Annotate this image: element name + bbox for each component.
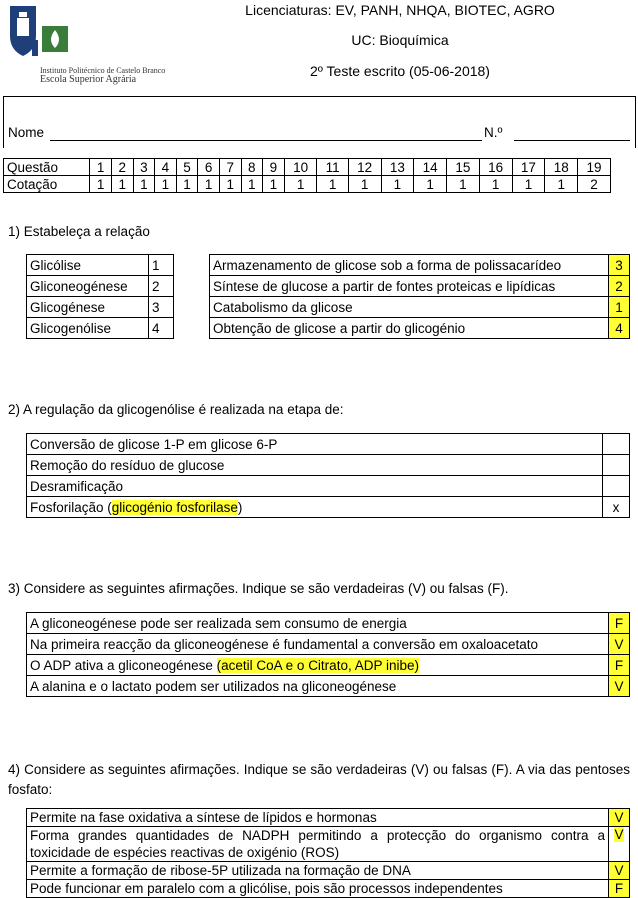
question-number: 4 — [155, 159, 177, 176]
option-text-end: ) — [237, 499, 243, 515]
statement: Pode funcionar em paralelo com a glicólise, pois são processos independentes — [27, 880, 609, 898]
match-answer[interactable]: 3 — [609, 255, 630, 276]
question-number: 19 — [578, 159, 611, 176]
school-name: Escola Superior Agrária — [40, 74, 137, 85]
answer-value: V — [614, 827, 624, 842]
question-number: 16 — [479, 159, 512, 176]
question-points: 1 — [241, 176, 263, 193]
question-number: 5 — [176, 159, 198, 176]
question-number: 18 — [545, 159, 578, 176]
statement: Permite a formação de ribose-5P utilizada na formação de DNA — [27, 862, 609, 880]
true-false-answer[interactable]: F — [609, 613, 630, 634]
definition: Obtenção de glicose a partir do glicogénio — [210, 318, 609, 339]
question-points: 1 — [219, 176, 241, 193]
match-answer[interactable]: 2 — [609, 276, 630, 297]
table-row — [210, 276, 630, 297]
question-points: 1 — [348, 176, 381, 193]
table-row — [27, 318, 174, 339]
question-number: 2 — [111, 159, 133, 176]
table-row — [210, 318, 630, 339]
table-row — [210, 255, 630, 276]
term-number: 3 — [149, 297, 174, 318]
name-label: Nome — [8, 125, 45, 140]
points-row — [4, 176, 611, 193]
score-table — [3, 158, 611, 193]
q3-statements-table — [26, 612, 630, 697]
question-points: 1 — [263, 176, 285, 193]
frame-right — [635, 96, 636, 148]
table-row — [27, 497, 630, 518]
question-number: 12 — [348, 159, 381, 176]
q1-definitions-table — [209, 254, 630, 339]
term-number: 4 — [149, 318, 174, 339]
frame-left — [3, 96, 4, 148]
statement: Forma grandes quantidades de NADPH permitindo a protecção do organismo contra a toxicidade de espécies reactivas de oxigénio (ROS) — [27, 827, 609, 862]
true-false-answer[interactable] — [609, 827, 630, 862]
term: Gliconeogénese — [27, 276, 149, 297]
institute-name: Instituto Politécnico de Castelo Branco — [40, 66, 166, 75]
question-points: 1 — [133, 176, 155, 193]
question-points: 1 — [479, 176, 512, 193]
definition: Catabolismo da glicose — [210, 297, 609, 318]
question-points: 1 — [414, 176, 447, 193]
option-mark[interactable] — [603, 476, 630, 497]
question-number: 9 — [263, 159, 285, 176]
question-number: 8 — [241, 159, 263, 176]
option-mark[interactable] — [603, 434, 630, 455]
option-text: Desramificação — [27, 476, 603, 497]
question-2-title: 2) A regulação da glicogenólise é realizada na etapa de: — [8, 402, 344, 417]
question-points: 1 — [155, 176, 177, 193]
degree-line: Licenciaturas: EV, PANH, NHQA, BIOTEC, AGRO — [245, 2, 555, 18]
statement-text: O ADP ativa a gliconeogénese — [30, 657, 217, 673]
match-answer[interactable]: 1 — [609, 297, 630, 318]
option-text-start: Fosforilação ( — [30, 499, 112, 515]
course-line: UC: Bioquímica — [351, 32, 449, 48]
table-row — [27, 255, 174, 276]
table-row — [27, 880, 630, 898]
true-false-answer[interactable]: F — [609, 880, 630, 898]
true-false-answer[interactable]: V — [609, 676, 630, 697]
q4-statements-table — [26, 808, 630, 898]
statement: A gliconeogénese pode ser realizada sem consumo de energia — [27, 613, 609, 634]
question-points: 1 — [545, 176, 578, 193]
true-false-answer[interactable]: V — [609, 809, 630, 827]
term-number: 1 — [149, 255, 174, 276]
question-number: 13 — [381, 159, 414, 176]
statement: Na primeira reacção da gliconeogénese é fundamental a conversão em oxaloacetato — [27, 634, 609, 655]
question-4-title: 4) Considere as seguintes afirmações. Indique se são verdadeiras (V) ou falsas (F). A via das pentoses fosfato: — [8, 762, 630, 797]
option-text: Conversão de glicose 1-P em glicose 6-P — [27, 434, 603, 455]
question-points: 1 — [176, 176, 198, 193]
institution-name — [40, 66, 165, 84]
option-text — [27, 497, 603, 518]
term: Glicogenólise — [27, 318, 149, 339]
number-field[interactable] — [514, 140, 630, 141]
question-number: 15 — [447, 159, 480, 176]
question-number: 10 — [284, 159, 317, 176]
true-false-answer[interactable]: V — [609, 862, 630, 880]
question-number: 17 — [512, 159, 545, 176]
true-false-answer[interactable]: V — [609, 634, 630, 655]
table-row — [27, 297, 174, 318]
term: Glicogénese — [27, 297, 149, 318]
option-mark[interactable]: x — [603, 497, 630, 518]
definition: Armazenamento de glicose sob a forma de polissacarídeo — [210, 255, 609, 276]
table-row — [27, 613, 630, 634]
header-rule — [3, 96, 635, 97]
question-number: 3 — [133, 159, 155, 176]
question-points: 1 — [317, 176, 348, 193]
question-number: 14 — [414, 159, 447, 176]
table-row — [27, 434, 630, 455]
points-row-label: Cotação — [4, 176, 90, 193]
true-false-answer[interactable]: F — [609, 655, 630, 676]
question-points: 1 — [111, 176, 133, 193]
question-3-title: 3) Considere as seguintes afirmações. Indique se são verdadeiras (V) ou falsas (F). — [8, 581, 509, 596]
table-row — [27, 476, 630, 497]
question-points: 1 — [447, 176, 480, 193]
statement — [27, 655, 609, 676]
term-number: 2 — [149, 276, 174, 297]
question-number: 11 — [317, 159, 348, 176]
question-row — [4, 159, 611, 176]
highlighted-note: (acetil CoA e o Citrato, ADP inibe) — [216, 657, 419, 673]
question-points: 1 — [284, 176, 317, 193]
option-mark[interactable] — [603, 455, 630, 476]
option-text: Remoção do resíduo de glucose — [27, 455, 603, 476]
question-row-label: Questão — [4, 159, 90, 176]
question-points: 2 — [578, 176, 611, 193]
table-row — [27, 827, 630, 862]
table-row — [27, 676, 630, 697]
match-answer[interactable]: 4 — [609, 318, 630, 339]
highlighted-note: glicogénio fosforilase — [111, 499, 238, 515]
table-row — [27, 634, 630, 655]
definition: Síntese de glucose a partir de fontes proteicas e lipídicas — [210, 276, 609, 297]
table-row — [27, 809, 630, 827]
name-field[interactable] — [50, 140, 482, 141]
question-number: 7 — [219, 159, 241, 176]
q2-options-table — [26, 433, 630, 518]
table-row — [27, 862, 630, 880]
statement: Permite na fase oxidativa a síntese de lípidos e hormonas — [27, 809, 609, 827]
table-row — [27, 276, 174, 297]
question-1-title: 1) Estabeleça a relação — [8, 224, 150, 239]
table-row — [210, 297, 630, 318]
test-title: 2º Teste escrito (05-06-2018) — [310, 63, 490, 79]
term: Glicólise — [27, 255, 149, 276]
question-points: 1 — [198, 176, 220, 193]
question-points: 1 — [512, 176, 545, 193]
q1-terms-table — [26, 254, 174, 339]
question-points: 1 — [381, 176, 414, 193]
table-row — [27, 455, 630, 476]
question-number: 1 — [90, 159, 112, 176]
question-number: 6 — [198, 159, 220, 176]
table-row — [27, 655, 630, 676]
number-label: N.º — [484, 125, 503, 140]
institution-logo — [8, 4, 74, 67]
statement: A alanina e o lactato podem ser utilizados na gliconeogénese — [27, 676, 609, 697]
question-points: 1 — [90, 176, 112, 193]
